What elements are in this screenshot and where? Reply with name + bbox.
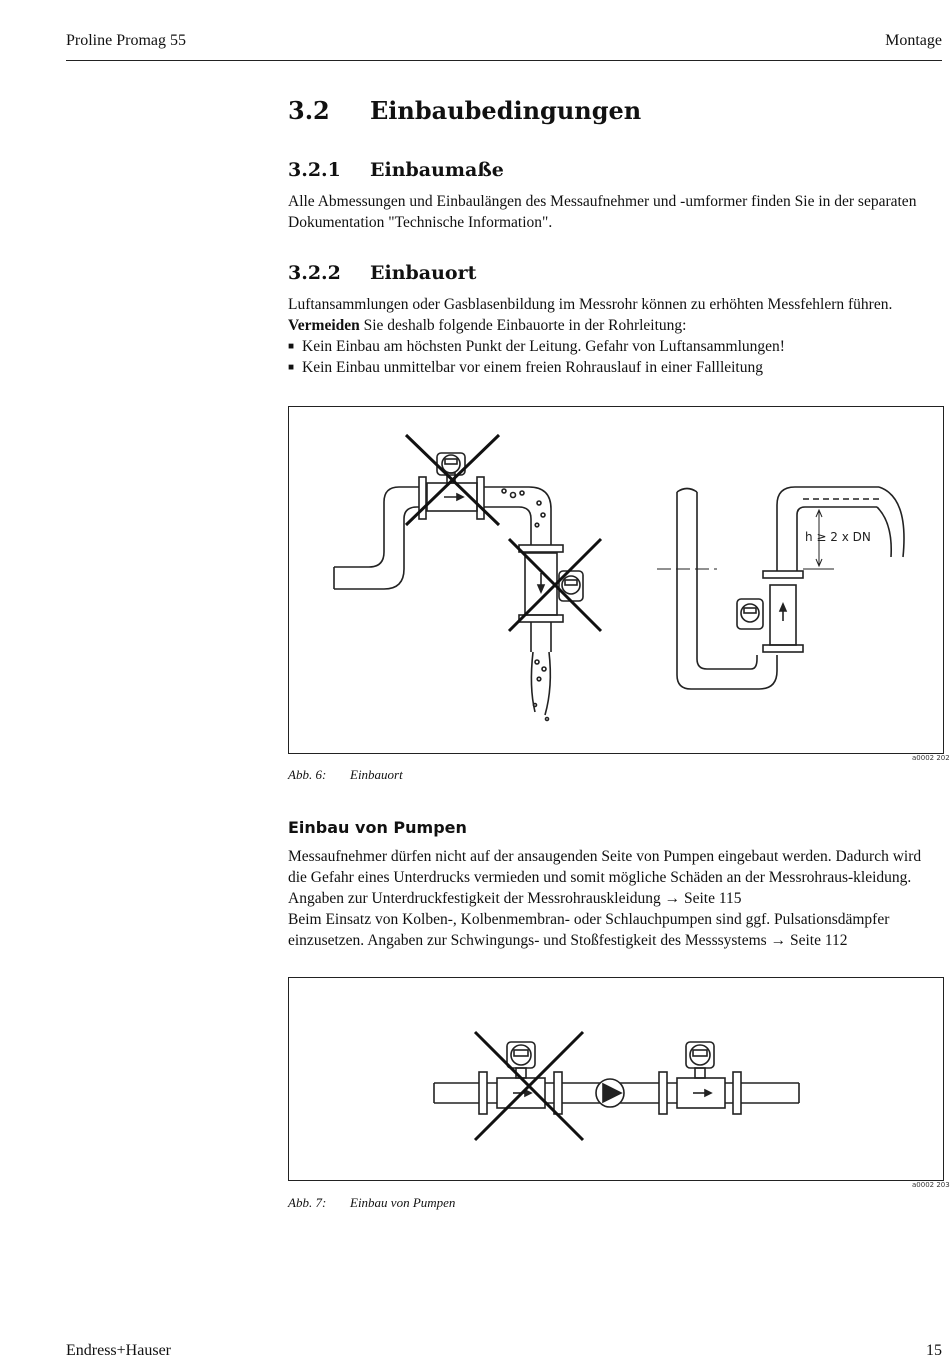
avoid-bold: Vermeiden [288,317,360,334]
footer-left: Endress+Hauser [66,1342,171,1359]
caption-number: Abb. 7: [288,1195,327,1210]
flange [479,1072,487,1114]
header-rule [66,60,942,61]
flange [554,1072,562,1114]
header-left: Proline Promag 55 [66,32,186,49]
flange [763,645,803,652]
subsection-number-2: 3.2.2 [288,262,341,284]
subsection-title-2: Einbauort [370,262,477,284]
subsection-heading-1 [288,159,504,181]
figure-id: a0002 203 [912,1181,950,1189]
flange [763,571,803,578]
subsection-text-2 [288,294,943,378]
pumps-text [288,846,943,951]
pipe-outline [484,507,531,545]
figure-caption [288,1195,455,1211]
figure-pump-installation [288,977,944,1181]
flange [477,477,484,519]
figure-caption [288,767,403,783]
installation-diagram [289,407,943,753]
intro-text: Luftansammlungen oder Gasblasenbildung im Messrohr können zu erhöhten Messfehlern führen. [288,296,893,313]
pipe-outline [677,492,777,689]
height-label: h ≥ 2 x DN [805,530,871,544]
pumps-line: Beim Einsatz von Kolben-, Kolbenmembran- oder Schlauchpumpen sind ggf. Pulsationsdämpfer einzusetzen. Angaben zur Schwingungs- und Stoßfestigkeit des Messsystems → Seite 112 [288,911,890,949]
flange [519,545,563,552]
caption-text: Einbau von Pumpen [350,1195,456,1210]
flange [659,1072,667,1114]
flange [733,1072,741,1114]
page-number: 15 [926,1342,942,1359]
caption-number: Abb. 6: [288,767,327,782]
section-heading [288,96,641,125]
section-number: 3.2 [288,96,330,125]
subsection-heading-2 [288,262,476,284]
header-right: Montage [885,32,942,49]
subsection-title-1: Einbaumaße [370,159,504,181]
subsection-text-1: Alle Abmessungen und Einbaulängen des Messaufnehmer und -umformer finden Sie in der separaten Dokumentation "Technische Information". [288,193,917,231]
figure-id: a0002 202 [912,754,950,762]
pumps-heading: Einbau von Pumpen [288,818,467,837]
section-title: Einbaubedingungen [370,96,642,125]
pipe-outline [334,507,419,589]
avoid-rest: Sie deshalb folgende Einbauorte in der Rohrleitung: [359,317,687,334]
bullet-item: ■ Kein Einbau unmittelbar vor einem freien Rohrauslauf in einer Fallleitung [288,357,943,378]
figure-installation-location [288,406,944,754]
subsection-number-1: 3.2.1 [288,159,341,181]
bullet-item: ■ Kein Einbau am höchsten Punkt der Leitung. Gefahr von Luftansammlungen! [288,336,943,357]
caption-text: Einbauort [350,767,403,782]
pipe-outline [334,487,419,567]
avoid-line [288,315,943,336]
pump-diagram [289,978,943,1180]
pumps-line: Messaufnehmer dürfen nicht auf der ansaugenden Seite von Pumpen eingebaut werden. Dadurch wird die Gefahr eines Unterdrucks vermieden und somit mögliche Schäden an der Messrohraus-kleidung. Angaben zur Unterdruckfestigkeit der Messrohrauskleidung → Seite 115 [288,848,922,907]
